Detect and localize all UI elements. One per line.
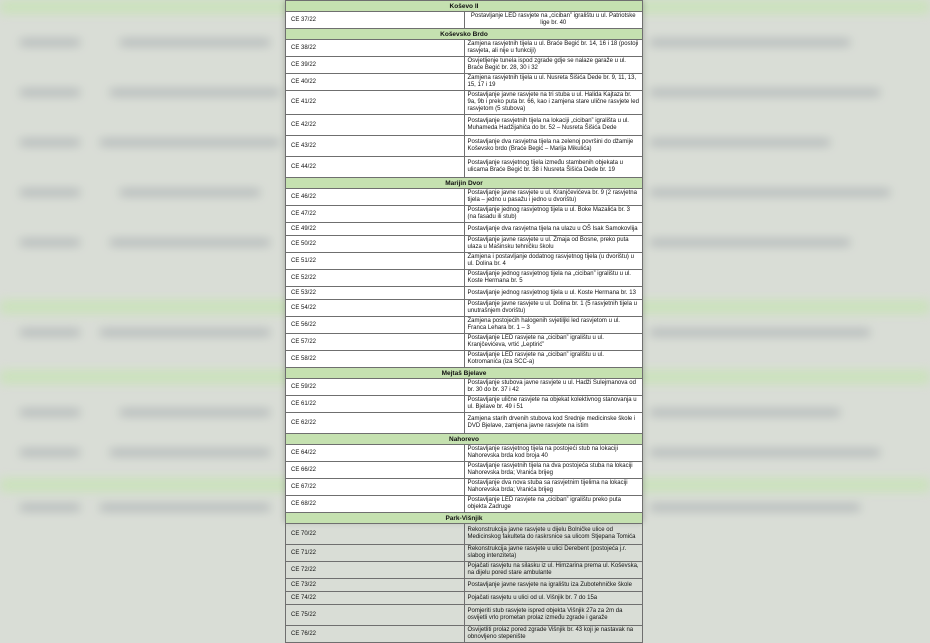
table-row <box>286 562 643 579</box>
table-row <box>286 351 643 368</box>
project-description: Postavljanje ulične rasvjete na objekat kolektivnog stanovanja u ul. Bjelave br. 49 i 51 <box>464 396 643 413</box>
project-description: Zamjena rasvjetnih tijela u ul. Braće Begić br. 14, 16 i 18 (postoji rasvjeta, ali nije u funkciji) <box>464 40 643 57</box>
project-code: CE 64/22 <box>286 445 465 462</box>
table-row <box>286 462 643 479</box>
projects-table-body <box>286 1 643 643</box>
project-description: Osvijetliti prolaz pored zgrade Višnjik br. 43 koji je nastavak na obnovljeno stepenište <box>464 626 643 643</box>
section-header-row <box>286 434 643 445</box>
project-description: Postavljanje dva rasvjetna tijela na zelenoj površini do džamije Koševsko brdo (Braće Begić – Marija Mikulića) <box>464 136 643 157</box>
project-description: Postavljanje dva rasvjetna tijela na ulazu u OŠ Isak Samokovlija <box>464 223 643 236</box>
project-description: Osvjetljenje tunela ispod zgrade gdje se nalaze garaže u ul. Braće Begić br. 28, 30 i 32 <box>464 57 643 74</box>
table-row <box>286 396 643 413</box>
section-header-row <box>286 29 643 40</box>
table-row <box>286 317 643 334</box>
section-title: Mejtaš Bjelave <box>286 368 643 379</box>
project-code: CE 57/22 <box>286 334 465 351</box>
project-code: CE 58/22 <box>286 351 465 368</box>
project-description: Postavljanje jednog rasvjetnog tijela u ul. Boke Mazalića br. 3 (na fasadu ili stub) <box>464 206 643 223</box>
table-row <box>286 253 643 270</box>
table-row <box>286 287 643 300</box>
project-code: CE 42/22 <box>286 115 465 136</box>
project-code: CE 76/22 <box>286 626 465 643</box>
document-page <box>285 0 643 640</box>
table-row <box>286 496 643 513</box>
project-code: CE 39/22 <box>286 57 465 74</box>
project-description: Rekonstrukcija javne rasvjete u ulici Derebent (postojeća j.r. slabog intenziteta) <box>464 545 643 562</box>
section-header-row <box>286 1 643 12</box>
project-code: CE 43/22 <box>286 136 465 157</box>
table-row <box>286 157 643 178</box>
project-description: Postavljanje LED rasvjete na „ciciban” igralištu u ul. Kranjčevićeva, vrtić „Leptirić” <box>464 334 643 351</box>
blurred-right-panel <box>630 0 930 522</box>
project-description: Pojačati rasvjetu u ulici od ul. Višnjik br. 7 do 15a <box>464 592 643 605</box>
table-row <box>286 334 643 351</box>
table-row <box>286 136 643 157</box>
table-row <box>286 223 643 236</box>
project-description: Postavljanje LED rasvjete na „ciciban” igralištu u ul. Kotromanića (iza SCC-a) <box>464 351 643 368</box>
project-code: CE 61/22 <box>286 396 465 413</box>
project-code: CE 53/22 <box>286 287 465 300</box>
table-row <box>286 545 643 562</box>
project-code: CE 75/22 <box>286 605 465 626</box>
project-description: Zamjena i postavljanje dodatnog rasvjetnog tijela (u dvorištu) u ul. Dolina br. 4 <box>464 253 643 270</box>
table-row <box>286 236 643 253</box>
project-code: CE 46/22 <box>286 189 465 206</box>
project-description: Postavljanje rasvjetnih tijela na dva postojeća stuba na lokaciji Nahorevska brda; Vranića brijeg <box>464 462 643 479</box>
project-description: Postavljanje javne rasvjete na tri stuba u ul. Halida Kajtaza br. 9a, 9b i preko puta br. 66, kao i zamjena stare ulične rasvjete led rasvjetom (5 stubova) <box>464 91 643 115</box>
project-code: CE 52/22 <box>286 270 465 287</box>
project-code: CE 59/22 <box>286 379 465 396</box>
table-row <box>286 40 643 57</box>
section-title: Park-Višnjik <box>286 513 643 524</box>
project-code: CE 67/22 <box>286 479 465 496</box>
table-row <box>286 270 643 287</box>
project-code: CE 54/22 <box>286 300 465 317</box>
section-title: Marijin Dvor <box>286 178 643 189</box>
project-code: CE 49/22 <box>286 223 465 236</box>
table-row <box>286 206 643 223</box>
project-code: CE 70/22 <box>286 524 465 545</box>
project-description: Zamjena rasvjetnih tijela u ul. Nusreta Šišića Dede br. 9, 11, 13, 15, 17 i 19 <box>464 74 643 91</box>
project-description: Postavljanje rasvjetnih tijela na lokaciji „ciciban” igrališta u ul. Muhameda Hadžijahića do br. 52 – Nusreta Šišića Dede <box>464 115 643 136</box>
table-row <box>286 592 643 605</box>
section-title: Koševo II <box>286 1 643 12</box>
project-code: CE 66/22 <box>286 462 465 479</box>
project-code: CE 56/22 <box>286 317 465 334</box>
table-row <box>286 379 643 396</box>
project-code: CE 47/22 <box>286 206 465 223</box>
project-description: Postavljanje jednog rasvjetnog tijela na „ciciban” igralištu u ul. Koste Hermana br. 5 <box>464 270 643 287</box>
project-description: Zamjena starih drvenih stubova kod Srednje medicinske škole i DVD Bjelave, zamjena javne rasvjete na istim <box>464 413 643 434</box>
table-row <box>286 115 643 136</box>
table-row <box>286 626 643 643</box>
section-title: Koševsko Brdo <box>286 29 643 40</box>
table-row <box>286 12 643 29</box>
project-description: Postavljanje javne rasvjete u ul. Dolina br. 1 (5 rasvjetnih tijela u unutrašnjem dvorištu) <box>464 300 643 317</box>
project-description: Pomjeriti stub rasvjete ispred objekta Višnjik 27a za 2m da osvijetli vrlo prometan prolaz između zgrade i garaže <box>464 605 643 626</box>
section-header-row <box>286 513 643 524</box>
section-title: Nahorevo <box>286 434 643 445</box>
project-description: Pojačati rasvjetu na silasku iz ul. Himzarina prema ul. Koševska, na dijelu pored stare ambulante <box>464 562 643 579</box>
project-description: Postavljanje stubova javne rasvjete u ul. Hadži Sulejmanova od br. 30 do br. 37 i 42 <box>464 379 643 396</box>
project-code: CE 72/22 <box>286 562 465 579</box>
project-code: CE 68/22 <box>286 496 465 513</box>
project-description: Postavljanje dva nova stuba sa rasvjetnim tijelima na lokaciji Nahorevska brda; Vranića brijeg <box>464 479 643 496</box>
table-row <box>286 524 643 545</box>
table-row <box>286 579 643 592</box>
blurred-left-panel <box>0 0 300 522</box>
project-description: Postavljanje javne rasvjete u ul. Kranjčevićeva br. 9 (2 rasvjetna tijela – jedno u pasažu i jedno u dvorištu) <box>464 189 643 206</box>
project-code: CE 51/22 <box>286 253 465 270</box>
project-description: Postavljanje javne rasvjete u ul. Zmaja od Bosne, preko puta ulaza u Mašinsku tehničku školu <box>464 236 643 253</box>
project-description: Postavljanje LED rasvjete na „ciciban” igralištu u ul. Patriotske lige br. 40 <box>464 12 643 29</box>
project-code: CE 62/22 <box>286 413 465 434</box>
project-code: CE 73/22 <box>286 579 465 592</box>
table-row <box>286 91 643 115</box>
table-row <box>286 57 643 74</box>
table-row <box>286 74 643 91</box>
section-header-row <box>286 368 643 379</box>
project-code: CE 71/22 <box>286 545 465 562</box>
project-description: Postavljanje javne rasvjete na igralištu iza Zubotehničke škole <box>464 579 643 592</box>
project-description: Zamjena postojećih halogenih svjetiljki led rasvjetom u ul. Franca Lehara br. 1 – 3 <box>464 317 643 334</box>
project-code: CE 44/22 <box>286 157 465 178</box>
project-code: CE 40/22 <box>286 74 465 91</box>
table-row <box>286 189 643 206</box>
project-code: CE 41/22 <box>286 91 465 115</box>
table-row <box>286 300 643 317</box>
section-header-row <box>286 178 643 189</box>
table-row <box>286 413 643 434</box>
table-row <box>286 479 643 496</box>
table-row <box>286 605 643 626</box>
project-code: CE 37/22 <box>286 12 465 29</box>
project-code: CE 74/22 <box>286 592 465 605</box>
project-code: CE 38/22 <box>286 40 465 57</box>
table-row <box>286 445 643 462</box>
projects-table <box>285 0 643 643</box>
project-description: Rekonstrukcija javne rasvjete u dijelu Bolničke ulice od Medicinskog fakulteta do raskrsnice sa ulicom Stjepana Tomića <box>464 524 643 545</box>
project-description: Postavljanje jednog rasvjetnog tijela u ul. Koste Hermana br. 13 <box>464 287 643 300</box>
project-description: Postavljanje LED rasvjete na „ciciban” igralištu preko puta objekta Zadruge <box>464 496 643 513</box>
project-description: Postavljanje rasvjetnog tijela između stambenih objekata u ulicama Braće Begić br. 38 i Nusreta Šišića Dede br. 19 <box>464 157 643 178</box>
project-code: CE 50/22 <box>286 236 465 253</box>
project-description: Postavljanje rasvjetnog tijela na postojeći stub na lokaciji Nahorevska brda kod broja 40 <box>464 445 643 462</box>
